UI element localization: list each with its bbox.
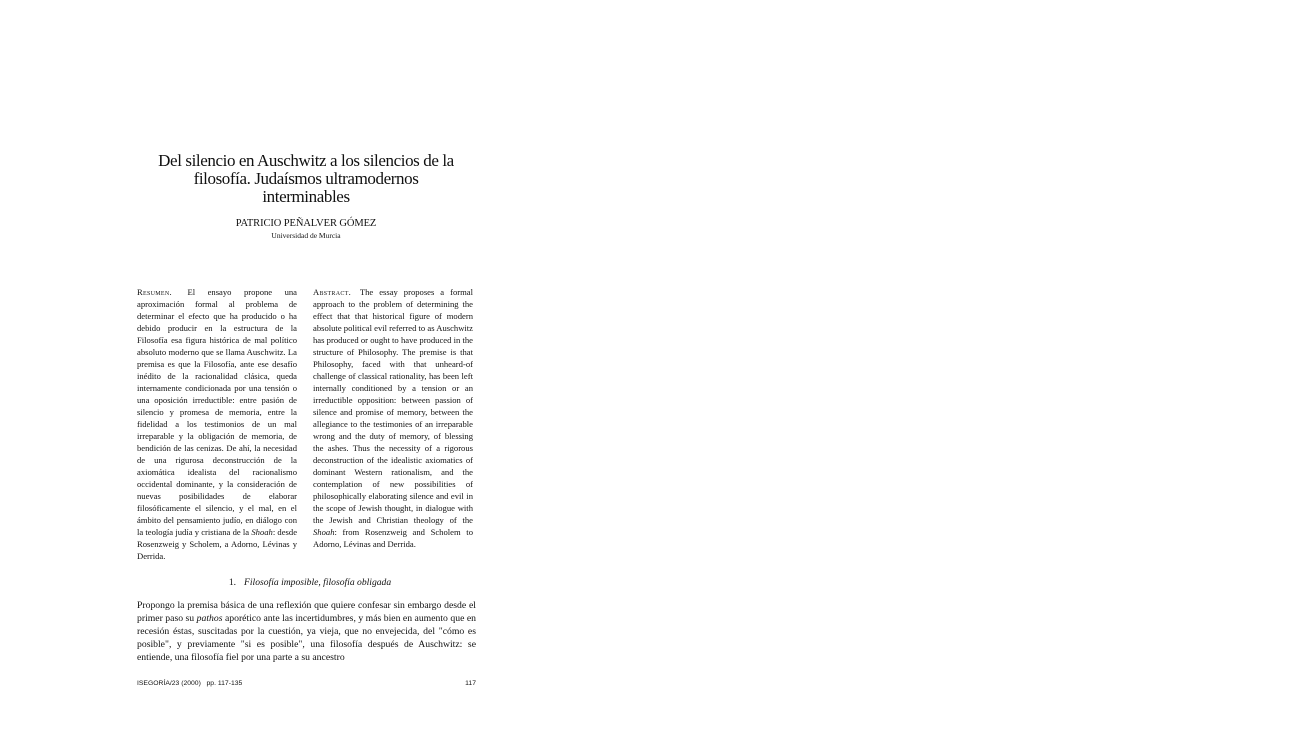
section-number: 1.: [228, 577, 237, 588]
title-line-3: interminables: [262, 187, 350, 206]
footer-pages: pp. 117-135: [206, 680, 243, 687]
abstract-shoah: Shoah: [313, 527, 335, 537]
body-paragraph: [137, 599, 476, 664]
author-affiliation: Universidad de Murcia: [271, 231, 341, 240]
resumen-shoah: Shoah: [251, 527, 273, 537]
title-line-2: filosofía. Judaísmos ultramodernos: [193, 169, 419, 188]
body-text-part-1: Propongo la premisa básica de una reflexión que quiere confesar sin embargo desde el primer paso su: [137, 600, 476, 624]
abstract-block: [313, 286, 473, 550]
page-number: 117: [465, 680, 476, 687]
abstract-text-end: : from Rosenzweig and Scholem to Adorno, Lévinas and Derrida.: [313, 527, 473, 549]
abstract-heading: Abstract.: [313, 287, 352, 297]
resumen-heading: Resumen.: [137, 287, 172, 297]
resumen-block: [137, 286, 297, 562]
resumen-text: El ensayo propone una aproximación formal al problema de determinar el efecto que ha producido o ha debido producir en la estructura de la Filosofía esa figura histórica de mal político absoluto moderno que se llama Auschwitz. La premisa es que la Filosofía, ante ese desafío inédito de la racionalidad clásica, queda internamente condicionada por una tensión o una oposición irreductible: entre pasión de silencio y promesa de memoria, entre la fidelidad a los testimonios de un mal irreparable y la obligación de memoria, de bendición de las cenizas. De ahí, la necesidad de una rigurosa deconstrucción de la axiomática idealista del racionalismo occidental dominante, y la consideración de nuevas posibilidades de elaborar filosóficamente el silencio, y el mal, en el ámbito del pensamiento judío, en diálogo con la teología judía y cristiana de la: [137, 287, 297, 537]
section-heading: [200, 577, 420, 588]
title-line-1: Del silencio en Auschwitz a los silencios de la: [158, 151, 454, 170]
author-name: PATRICIO PEÑALVER GÓMEZ: [235, 218, 377, 229]
resumen-text-end: : desde Rosenzweig y Scholem, a Adorno, Lévinas y Derrida.: [137, 527, 298, 561]
section-title: Filosofía imposible, filosofía obligada: [244, 577, 392, 588]
abstract-text: The essay proposes a formal approach to the problem of determining the effect that that historical figure of modern absolute political evil referred to as Auschwitz has produced or ought to have produced in the structure of Philosophy. The premise is that Philosophy, faced with that unheard-of challenge of classical rationality, has been left internally conditioned by a tension or an irreductible opposition: between passion of silence and promise of memory, between the allegiance to the testimonies of an irreparable wrong and the duty of memory, of blessing the ashes. Thus the necessity of a rigorous deconstruction of the idealistic axiomatics of dominant Western rationalism, and the contemplation of new possibilities of philosophically elaborating silence and evil in the scope of Jewish thought, in dialogue with the Jewish and Christian theology of the: [313, 287, 473, 525]
footer-citation: [137, 680, 337, 687]
paper-title: [140, 152, 472, 206]
body-pathos: pathos: [196, 613, 223, 624]
footer-journal: ISEGORÍA/23 (2000): [137, 680, 201, 687]
body-text-part-2: aporético ante las incertidumbres, y más bien en aumento que en recesión éstas, suscitadas por la cuestión, ya vieja, que no envejecida, del "cómo es posible", y previamente "si es posible", una filosofía después de Auschwitz: se entiende, una filosofía fiel por una parte a su ancestro: [137, 613, 476, 663]
